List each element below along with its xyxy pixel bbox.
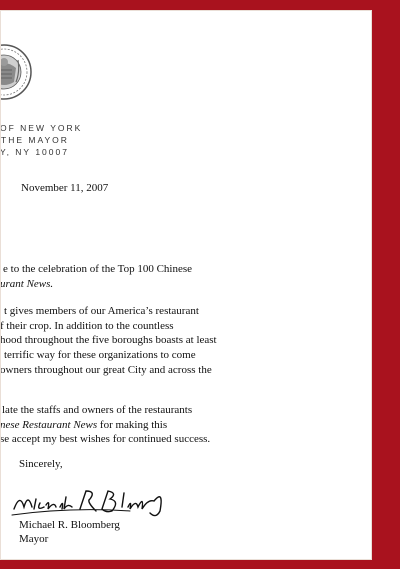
body-line: se accept my best wishes for continued success. xyxy=(0,433,211,446)
signer-title: Mayor xyxy=(19,533,49,545)
paragraph-2 xyxy=(0,304,372,377)
body-text: for making this xyxy=(97,418,168,431)
letterhead xyxy=(0,122,82,158)
letterhead-line-3: Y, NY 10007 xyxy=(0,147,69,157)
border-corner-notch xyxy=(368,550,372,554)
border-corner-notch xyxy=(364,24,368,28)
signer-name: Michael R. Bloomberg xyxy=(19,519,120,531)
paragraph-3 xyxy=(0,403,372,447)
closing: Sincerely, xyxy=(19,458,63,470)
letter-page xyxy=(0,10,372,560)
body-line: hood throughout the five boroughs boasts at least xyxy=(0,334,217,347)
letter-date: November 11, 2007 xyxy=(21,182,109,194)
body-line: e to the celebration of the Top 100 Chinese xyxy=(3,263,193,275)
letterhead-line-1: OF NEW YORK xyxy=(0,123,83,133)
publication-name: nese Restaurant News xyxy=(0,418,98,431)
border-corner-notch xyxy=(368,16,372,20)
letter-body xyxy=(0,262,372,460)
body-line: late the staffs and owners of the restaurants xyxy=(2,404,193,417)
city-seal-icon xyxy=(0,38,34,108)
signature-icon xyxy=(10,485,170,521)
signature-block xyxy=(19,518,120,546)
body-line xyxy=(0,418,372,433)
body-line: terrific way for these organizations to come xyxy=(4,348,196,361)
body-line: f their crop. In addition to the countless xyxy=(0,319,174,332)
body-line: urant News. xyxy=(0,277,54,290)
body-line: t gives members of our America’s restaurant xyxy=(4,305,199,318)
body-line: owners throughout our great City and across the xyxy=(0,363,212,376)
paragraph-1 xyxy=(0,262,372,291)
border-corner-notch xyxy=(364,542,368,546)
letterhead-line-2: THE MAYOR xyxy=(1,135,69,145)
